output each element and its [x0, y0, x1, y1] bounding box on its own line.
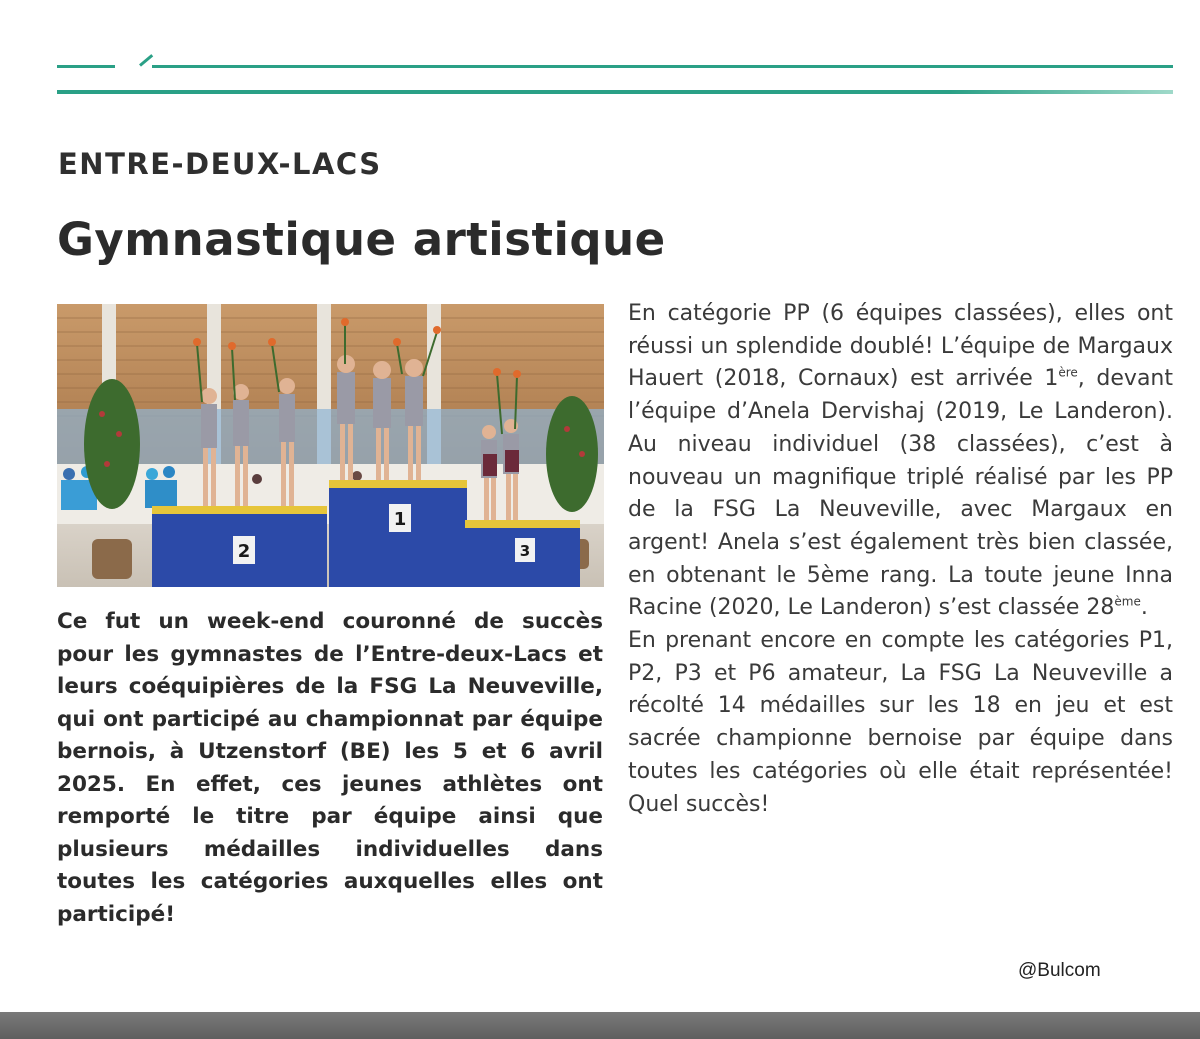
podium-label-second: 2	[237, 541, 251, 562]
footer-bar	[0, 1012, 1200, 1039]
header-rule-right	[152, 65, 1173, 68]
podium-label-first: 1	[393, 509, 407, 530]
photo-credit: @Bulcom	[1018, 960, 1101, 981]
body-p1-part-c: .	[1140, 595, 1148, 621]
body-p1-part-a: En catégorie PP (6 équipes classées), elles ont réussi un splendide doublé! L’équipe de Margaux Hauert (2018, Cornaux) est arrivée 1	[628, 301, 1173, 392]
article-photo	[57, 304, 604, 587]
body-p1-part-b: , devant l’équipe d’Anela Dervishaj (2019, Le Landeron). Au niveau individuel (38 classées), c’est à nouveau un magnifique triplé réalisé par les PP de la FSG La Neuveville, avec Margaux en argent! Anela s’est également très bien classée, en obtenant le 5ème rang. La toute jeune Inna Racine (2020, Le Landeron) s’est classée 28	[628, 366, 1173, 621]
podium-photo-illustration	[57, 304, 604, 587]
article-lead: Ce fut un week-end couronné de succès pour les gymnastes de l’Entre-deux-Lacs et leurs coéquipières de la FSG La Neuveville, qui ont participé au championnat par équipe bernois, à Utzenstorf (BE) les 5 et 6 avril 2025. En effet, ces jeunes athlètes ont remporté le titre par équipe ainsi que plusieurs médailles individuelles dans toutes les catégories auxquelles elles ont participé!	[57, 609, 603, 927]
article-headline: Gymnastique artistique	[57, 213, 666, 266]
podium-label-third: 3	[519, 542, 531, 560]
region-label: ENTRE-DEUX-LACS	[58, 147, 382, 181]
article-body	[628, 298, 1173, 821]
header-rule-left	[57, 65, 115, 68]
body-paragraph-2: En prenant encore en compte les catégories P1, P2, P3 et P6 amateur, La FSG La Neuveville a récolté 14 médailles sur les 18 en jeu et est sacrée championne bernoise par équipe dans toutes les catégories où elle était représentée! Quel succès!	[628, 628, 1173, 817]
body-paragraph-1	[628, 298, 1173, 625]
body-p1-superscript-1: ère	[1058, 366, 1078, 381]
header-rule-bottom	[57, 90, 1173, 94]
body-p1-superscript-2: ème	[1114, 595, 1141, 609]
